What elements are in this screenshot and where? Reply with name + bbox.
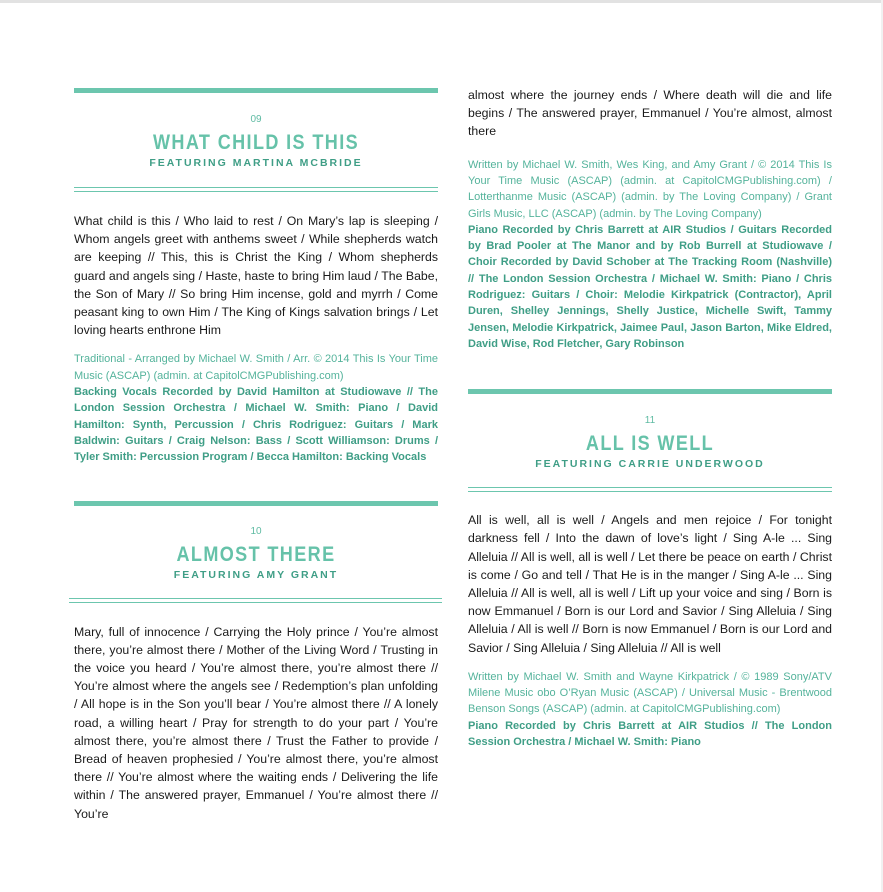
track-10-continued — [468, 86, 832, 352]
writing-credit: Written by Michael W. Smith and Wayne Kirkpatrick / © 1989 Sony/ATV Milene Music obo O’Ryan Music (ASCAP) / Universal Music - Brentwood Benson Songs (ASCAP) (admin. at CapitolCMGPublishing.com) — [468, 670, 832, 716]
track-lyrics-continued: almost where the journey ends / Where death will die and life begins / The answered prayer, Emmanuel / You’re almost, almost there — [468, 88, 832, 139]
track-lyrics: Mary, full of innocence / Carrying the Holy prince / You’re almost there, you’re almost there / Mother of the Living Word / Trusting in the voice you heard / You’re almost there, you’re almost there // You’re almost where the angels see / Redemption’s plan unfolding / All hope is in the Son you’ll bear / You’re almost there // A lonely road, a willing heart / Pray for strength to do your part / You’re almost there, you’re almost there / Trust the Father to provide / Bread of heaven prophesied / You’re almost there, you’re almost there // You’re almost where the waiting ends / Delivering the life within / The answered prayer, Emmanuel / You’re almost there // You’re — [74, 624, 438, 821]
track-lyrics: All is well, all is well / Angels and men rejoice / For tonight darkness fell / Into the dawn of love’s light / Sing A-le ... Sing Alleluia // All is well, all is well / Let there be peace on earth / Christ is come / Go and tell / That He is in the manger / Sing A-le ... Sing Alleluia // All is well, all is well / Lift up your voice and sing / Born is now Emmanuel / Born is our Lord and Savior / Sing Alleluia / Sing Alleluia / All is well // Born is now Emmanuel / Born is our Lord and Savior / Sing Alleluia / Sing Alleluia // All is well — [468, 513, 832, 655]
page-top-edge — [0, 0, 883, 3]
track-featuring: FEATURING AMY GRANT — [173, 568, 339, 581]
track-featuring: FEATURING MARTINA MCBRIDE — [149, 157, 363, 169]
writing-credit: Traditional - Arranged by Michael W. Smith / Arr. © 2014 This Is Your Time Music (ASCAP) (admin. at CapitolCMGPublishing.com) — [74, 353, 438, 382]
track-number: 09 — [250, 114, 262, 125]
recording-credit: Piano Recorded by Chris Barrett at AIR Studios / Guitars Recorded by Brad Pooler at The Manor and by Rob Burrell at Studiowave / Choir Recorded by David Schober at The Tracking Room (Nashville) // The London Session Orchestra / Michael W. Smith: Piano / Chris Rodriguez: Guitars / Choir: Melodie Kirkpatrick (Contractor), April Duren, Shelley Jennings, Shelly Justice, Michelle Swift, Tammy Jensen, Melodie Kirkpatrick, Jaimee Paul, Jason Barton, Mike Eldred, David Wise, Rod Fletcher, Gary Robinson — [468, 223, 832, 350]
section-divider — [468, 487, 832, 492]
section-divider — [74, 187, 438, 192]
track-number: 10 — [250, 525, 262, 537]
track-title: ALMOST THERE — [176, 542, 336, 566]
track-title: ALL IS WELL — [585, 432, 715, 456]
section-top-rule — [74, 501, 438, 506]
track-10-section — [74, 501, 438, 823]
section-divider — [69, 598, 442, 603]
section-top-rule — [74, 88, 438, 93]
left-column — [74, 88, 438, 823]
track-featuring: FEATURING CARRIE UNDERWOOD — [535, 458, 765, 471]
track-number: 11 — [644, 415, 656, 427]
track-11-section — [468, 389, 832, 750]
track-lyrics: What child is this / Who laid to rest / On Mary’s lap is sleeping / Whom angels greet with anthems sweet / While shepherds watch are keeping // This, this is Christ the King / Whom shepherds guard and angels sing / Haste, haste to bring Him laud / The Babe, the Son of Mary // So bring Him incense, gold and myrrh / Come peasant king to own Him / The King of Kings salvation brings / Let loving hearts enthrone Him — [74, 214, 438, 338]
recording-credit: Piano Recorded by Chris Barrett at AIR Studios // The London Session Orchestra / Michael W. Smith: Piano — [468, 719, 832, 748]
track-09-section — [74, 88, 438, 466]
writing-credit: Written by Michael W. Smith, Wes King, and Amy Grant / © 2014 This Is Your Time Music (ASCAP) (admin. at CapitolCMGPublishing.com) / Lotterthanme Music (ASCAP) (admin. by The Loving Company) / Grant Girls Music, LLC (ASCAP) (admin. by The Loving Company) — [468, 158, 832, 220]
recording-credit: Backing Vocals Recorded by David Hamilton at Studiowave // The London Session Orchestra / Michael W. Smith: Piano / David Hamilton: Synth, Percussion / Chris Rodriguez: Guitars / Mark Baldwin: Guitars / Craig Nelson: Bass / Scott Williamson: Drums / Tyler Smith: Percussion Program / Becca Hamilton: Backing Vocals — [74, 386, 438, 464]
right-column — [468, 86, 832, 750]
section-top-rule — [468, 389, 832, 394]
track-title: WHAT CHILD IS THIS — [152, 131, 360, 154]
